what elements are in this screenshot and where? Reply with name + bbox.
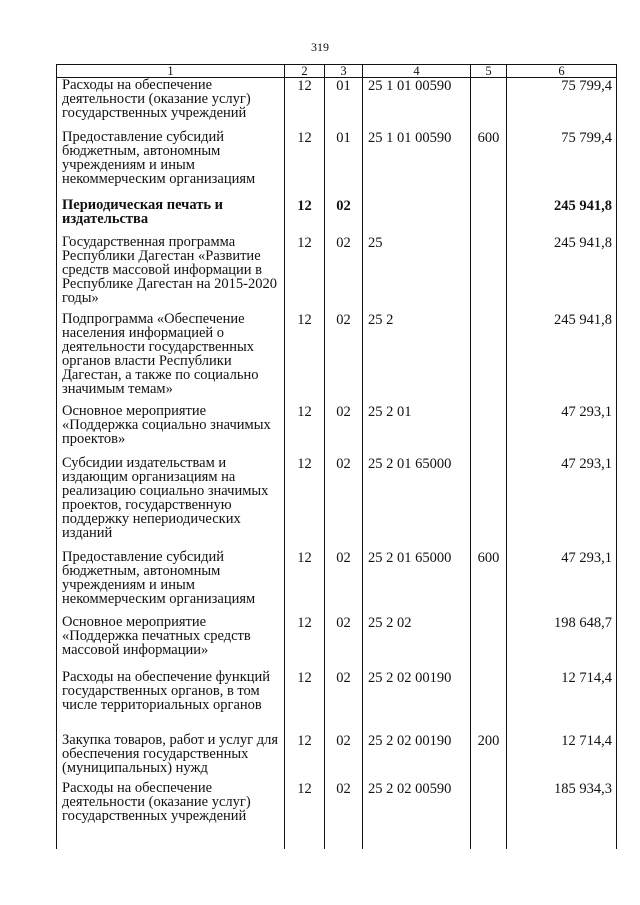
row-col2: 12	[285, 781, 325, 849]
row-col5	[471, 781, 507, 849]
row-col3: 02	[325, 550, 363, 615]
row-name: Основное мероприятие «Поддержка социально значимых проектов»	[57, 404, 285, 456]
table-row	[57, 312, 617, 404]
row-sum: 245 941,8	[507, 235, 617, 312]
table-row	[57, 235, 617, 312]
row-col2: 12	[285, 312, 325, 404]
row-sum: 12 714,4	[507, 733, 617, 781]
row-col3: 02	[325, 733, 363, 781]
row-col2: 12	[285, 670, 325, 733]
table-row	[57, 130, 617, 198]
table-row	[57, 615, 617, 670]
row-sum: 47 293,1	[507, 456, 617, 550]
row-sum: 245 941,8	[507, 312, 617, 404]
row-name: Субсидии издательствам и издающим организациям на реализацию социально значимых проектов, государственную поддержку непериодических изданий	[57, 456, 285, 550]
row-sum: 75 799,4	[507, 78, 617, 130]
row-name: Подпрограмма «Обеспечение населения информацией о деятельности государственных органов власти Республики Дагестан, а также по социально значимым темам»	[57, 312, 285, 404]
col-header-3: 3	[325, 65, 363, 78]
table-row	[57, 733, 617, 781]
table-row	[57, 198, 617, 235]
row-col3: 02	[325, 456, 363, 550]
row-col3: 02	[325, 781, 363, 849]
row-col5	[471, 456, 507, 550]
row-code: 25 2 01	[363, 404, 471, 456]
row-col5	[471, 670, 507, 733]
row-name: Предоставление субсидий бюджетным, автономным учреждениям и иным некоммерческим организациям	[57, 550, 285, 615]
row-col5	[471, 235, 507, 312]
row-sum: 12 714,4	[507, 670, 617, 733]
col-header-2: 2	[285, 65, 325, 78]
row-code: 25 2 01 65000	[363, 456, 471, 550]
row-col3: 02	[325, 235, 363, 312]
row-col5: 600	[471, 550, 507, 615]
budget-table	[56, 64, 617, 849]
row-col3: 02	[325, 198, 363, 235]
row-col3: 01	[325, 130, 363, 198]
row-code	[363, 198, 471, 235]
row-code: 25 1 01 00590	[363, 130, 471, 198]
row-code: 25 1 01 00590	[363, 78, 471, 130]
row-col3: 01	[325, 78, 363, 130]
header-row	[57, 65, 617, 78]
row-code: 25 2 01 65000	[363, 550, 471, 615]
row-name: Расходы на обеспечение деятельности (оказание услуг) государственных учреждений	[57, 78, 285, 130]
row-code: 25 2 02 00590	[363, 781, 471, 849]
table-row	[57, 78, 617, 130]
row-col3: 02	[325, 312, 363, 404]
row-col5	[471, 615, 507, 670]
row-sum: 198 648,7	[507, 615, 617, 670]
table-row	[57, 550, 617, 615]
row-name: Расходы на обеспечение деятельности (оказание услуг) государственных учреждений	[57, 781, 285, 849]
col-header-6: 6	[507, 65, 617, 78]
row-col2: 12	[285, 733, 325, 781]
row-col2: 12	[285, 78, 325, 130]
row-sum: 245 941,8	[507, 198, 617, 235]
row-name: Предоставление субсидий бюджетным, автономным учреждениям и иным некоммерческим организациям	[57, 130, 285, 198]
page-number: 319	[311, 40, 329, 54]
row-name: Периодическая печать и издательства	[57, 198, 285, 235]
row-col3: 02	[325, 404, 363, 456]
row-col3: 02	[325, 615, 363, 670]
row-name: Основное мероприятие «Поддержка печатных средств массовой информации»	[57, 615, 285, 670]
row-col3: 02	[325, 670, 363, 733]
row-name: Расходы на обеспечение функций государственных органов, в том числе территориальных органов	[57, 670, 285, 733]
col-header-4: 4	[363, 65, 471, 78]
table-row	[57, 404, 617, 456]
row-col2: 12	[285, 235, 325, 312]
row-sum: 47 293,1	[507, 404, 617, 456]
table-row	[57, 456, 617, 550]
row-col5	[471, 78, 507, 130]
row-sum: 47 293,1	[507, 550, 617, 615]
table-row	[57, 670, 617, 733]
row-sum: 185 934,3	[507, 781, 617, 849]
row-col2: 12	[285, 404, 325, 456]
row-col5: 600	[471, 130, 507, 198]
row-code: 25 2	[363, 312, 471, 404]
row-col5	[471, 312, 507, 404]
row-col5: 200	[471, 733, 507, 781]
row-col2: 12	[285, 615, 325, 670]
col-header-1: 1	[57, 65, 285, 78]
row-col5	[471, 404, 507, 456]
row-name: Государственная программа Республики Дагестан «Развитие средств массовой информации в Республике Дагестан на 2015-2020 годы»	[57, 235, 285, 312]
row-sum: 75 799,4	[507, 130, 617, 198]
row-col2: 12	[285, 130, 325, 198]
row-code: 25 2 02 00190	[363, 733, 471, 781]
table-row	[57, 781, 617, 849]
row-code: 25 2 02 00190	[363, 670, 471, 733]
row-col5	[471, 198, 507, 235]
row-col2: 12	[285, 550, 325, 615]
row-col2: 12	[285, 198, 325, 235]
col-header-5: 5	[471, 65, 507, 78]
row-code: 25 2 02	[363, 615, 471, 670]
row-name: Закупка товаров, работ и услуг для обеспечения государственных (муниципальных) нужд	[57, 733, 285, 781]
row-code: 25	[363, 235, 471, 312]
row-col2: 12	[285, 456, 325, 550]
